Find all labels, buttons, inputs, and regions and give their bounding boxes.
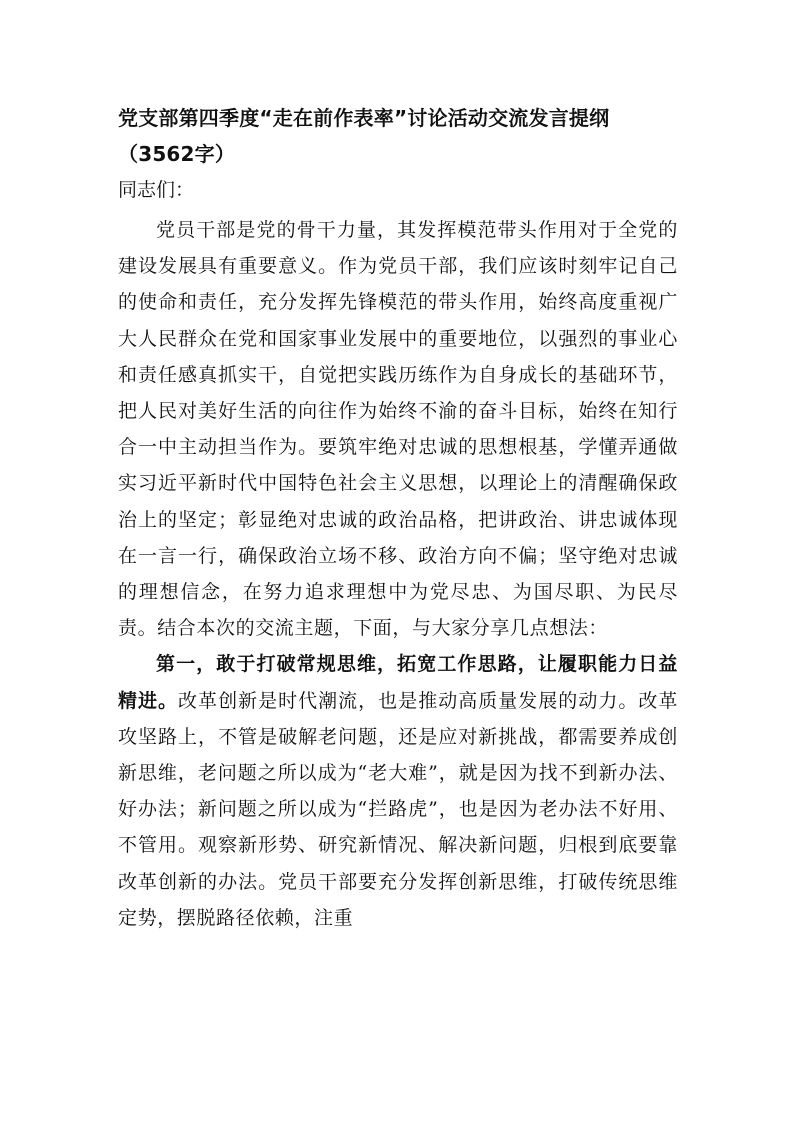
document-title: 党支部第四季度“走在前作表率”讨论活动交流发言提纲（3562字） bbox=[118, 106, 610, 166]
paragraph-first-point bbox=[118, 646, 678, 936]
paragraph-intro: 党员干部是党的骨干力量，其发挥模范带头作用对于全党的建设发展具有重要意义。作为党员干部，我们应该时刻牢记自己的使命和责任，充分发挥先锋模范的带头作用，始终高度重视广大人民群众在党和国家事业发展中的重要地位，以强烈的事业心和责任感真抓实干，自觉把实践历练作为自身成长的基础环节，把人民对美好生活的向往作为始终不渝的奋斗目标，始终在知行合一中主动担当作为。要筑牢绝对忠诚的思想根基，学懂弄通做实习近平新时代中国特色社会主义思想，以理论上的清醒确保政治上的坚定；彰显绝对忠诚的政治品格，把讲政治、讲忠诚体现在一言一行，确保政治立场不移、政治方向不偏；坚守绝对忠诚的理想信念，在努力追求理想中为党尽忠、为国尽职、为民尽责。结合本次的交流主题，下面，与大家分享几点想法： bbox=[118, 219, 678, 640]
paragraph-lead-sentence: 第一，敢于打破常规思维，拓宽工作思路，让履职能力日益精进。 bbox=[118, 653, 678, 712]
document-page bbox=[118, 100, 678, 936]
paragraph-body-text: 改革创新是时代潮流，也是推动高质量发展的动力。改革攻坚路上，不管是破解老问题，还是应对新挑战，都需要养成创新思维，老问题之所以成为“老大难”，就是因为找不到新办法、好办法；新问题之所以成为“拦路虎”，也是因为老办法不好用、不管用。观察新形势、研究新情况、解决新问题，归根到底要靠改革创新的办法。党员干部要充分发挥创新思维，打破传统思维定势，摆脱路径依赖，注重 bbox=[118, 689, 678, 929]
salutation: 同志们： bbox=[118, 179, 195, 201]
